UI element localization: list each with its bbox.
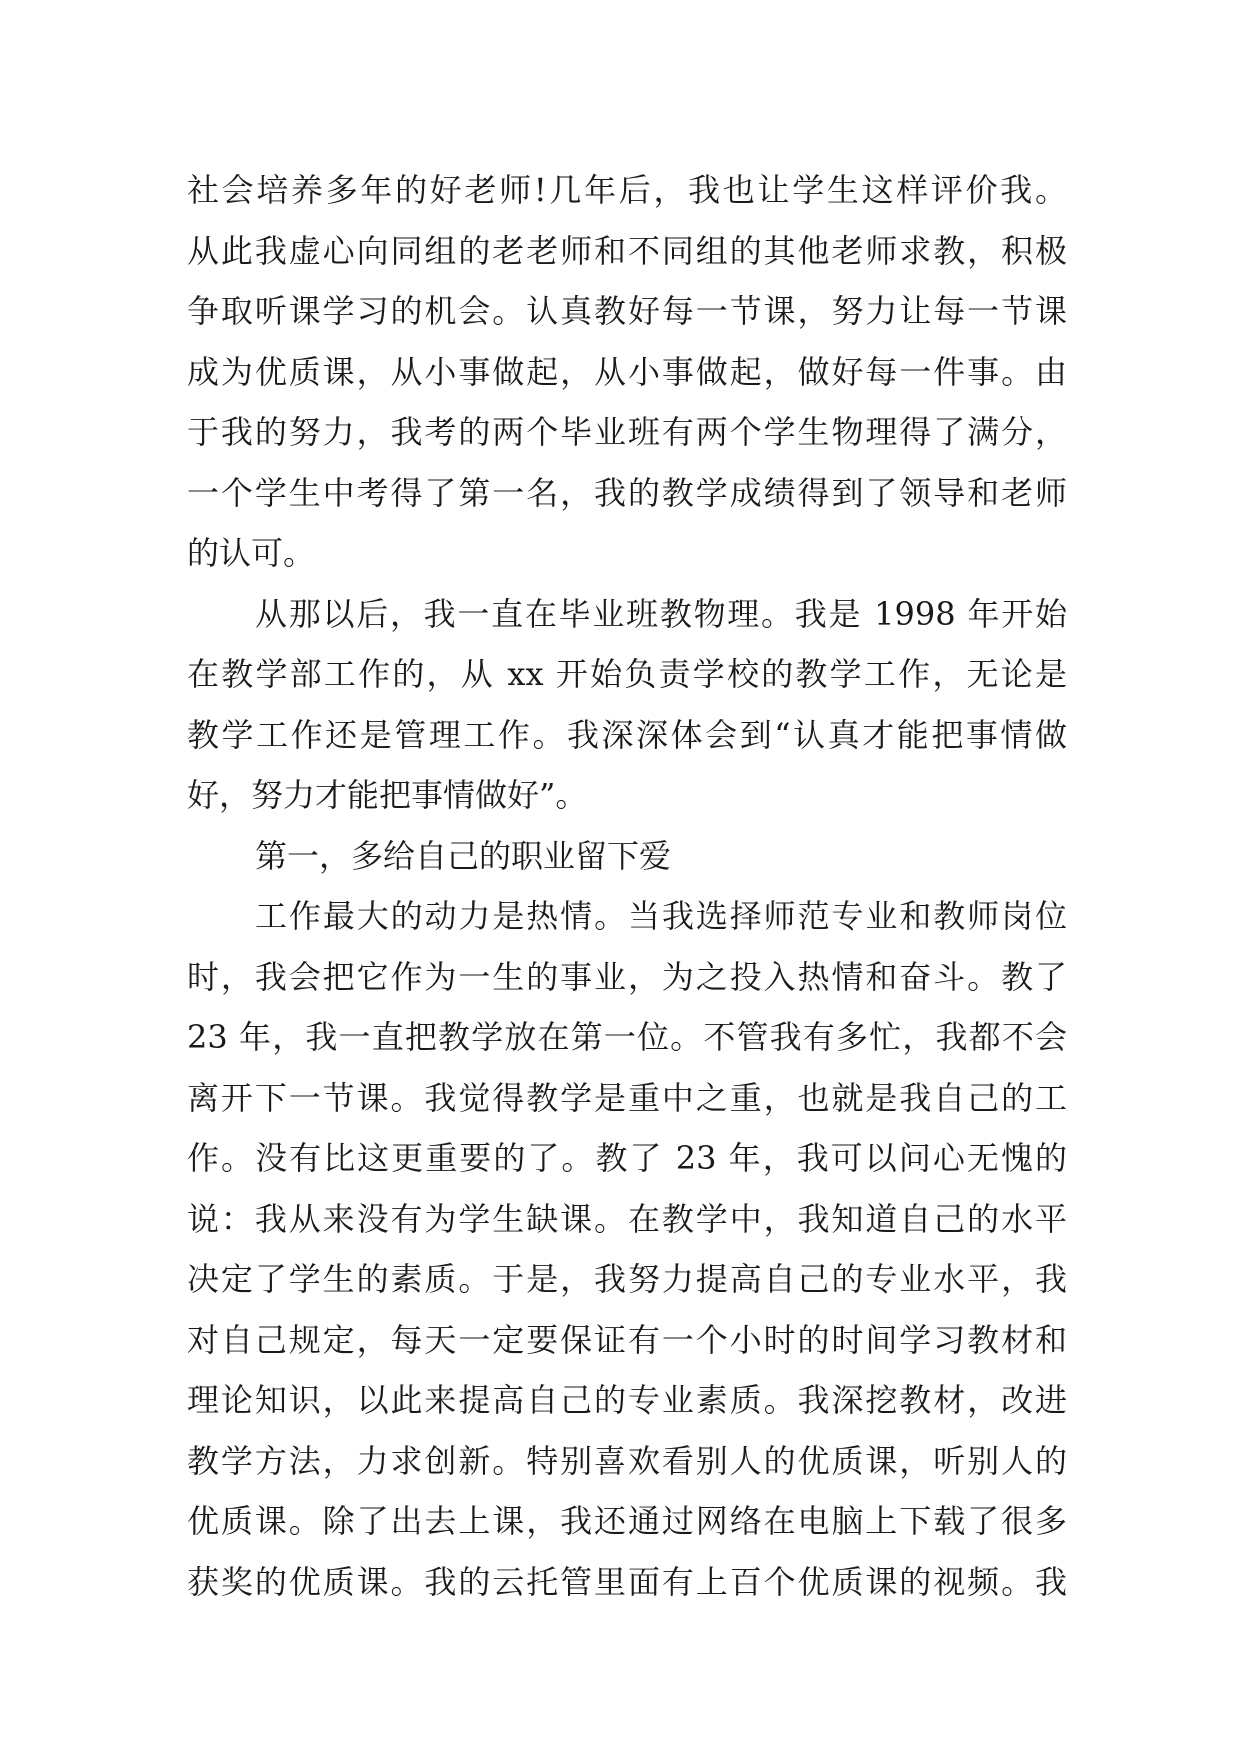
text-line: 时，我会把它作为一生的事业，为之投入热情和奋斗。教了 [187,957,1067,996]
text-line: 的认可。 [187,534,316,572]
text-line: 优质课。除了出去上课，我还通过网络在电脑上下载了很多 [187,1502,1067,1540]
text-line: 决定了学生的素质。于是，我努力提高自己的专业水平，我 [187,1260,1067,1298]
text-line: 23 年，我一直把教学放在第一位。不管我有多忙，我都不会 [187,1018,1067,1056]
text-line: 于我的努力，我考的两个毕业班有两个学生物理得了满分， [187,413,1067,451]
text-line: 教学方法，力求创新。特别喜欢看别人的优质课，听别人的 [187,1441,1067,1480]
text-line: 一个学生中考得了第一名，我的教学成绩得到了领导和老师 [187,473,1067,512]
text-line: 第一，多给自己的职业留下爱 [255,836,672,875]
text-line: 从此我虚心向同组的老老师和不同组的其他老师求教，积极 [187,231,1067,270]
text-line: 在教学部工作的，从 xx 开始负责学校的教学工作，无论是 [187,655,1067,693]
text-line: 社会培养多年的好老师!几年后，我也让学生这样评价我。 [187,171,1067,209]
text-line: 理论知识，以此来提高自己的专业素质。我深挖教材，改进 [187,1381,1067,1419]
text-line: 说：我从来没有为学生缺课。在教学中，我知道自己的水平 [187,1199,1067,1238]
text-line: 工作最大的动力是热情。当我选择师范专业和教师岗位 [255,897,1067,935]
body-text [187,160,1067,1612]
text-line: 争取听课学习的机会。认真教好每一节课，努力让每一节课 [187,292,1067,330]
text-line: 从那以后，我一直在毕业班教物理。我是 1998 年开始 [255,594,1067,633]
text-line: 作。没有比这更重要的了。教了 23 年，我可以问心无愧的 [187,1139,1067,1177]
text-line: 成为优质课，从小事做起，从小事做起，做好每一件事。由 [187,352,1067,391]
text-line: 好，努力才能把事情做好”。 [187,776,588,814]
text-line: 教学工作还是管理工作。我深深体会到“认真才能把事情做 [187,715,1067,754]
text-line: 对自己规定，每天一定要保证有一个小时的时间学习教材和 [187,1320,1067,1359]
text-line: 获奖的优质课。我的云托管里面有上百个优质课的视频。我 [187,1562,1067,1601]
text-line: 离开下一节课。我觉得教学是重中之重，也就是我自己的工 [187,1078,1067,1117]
